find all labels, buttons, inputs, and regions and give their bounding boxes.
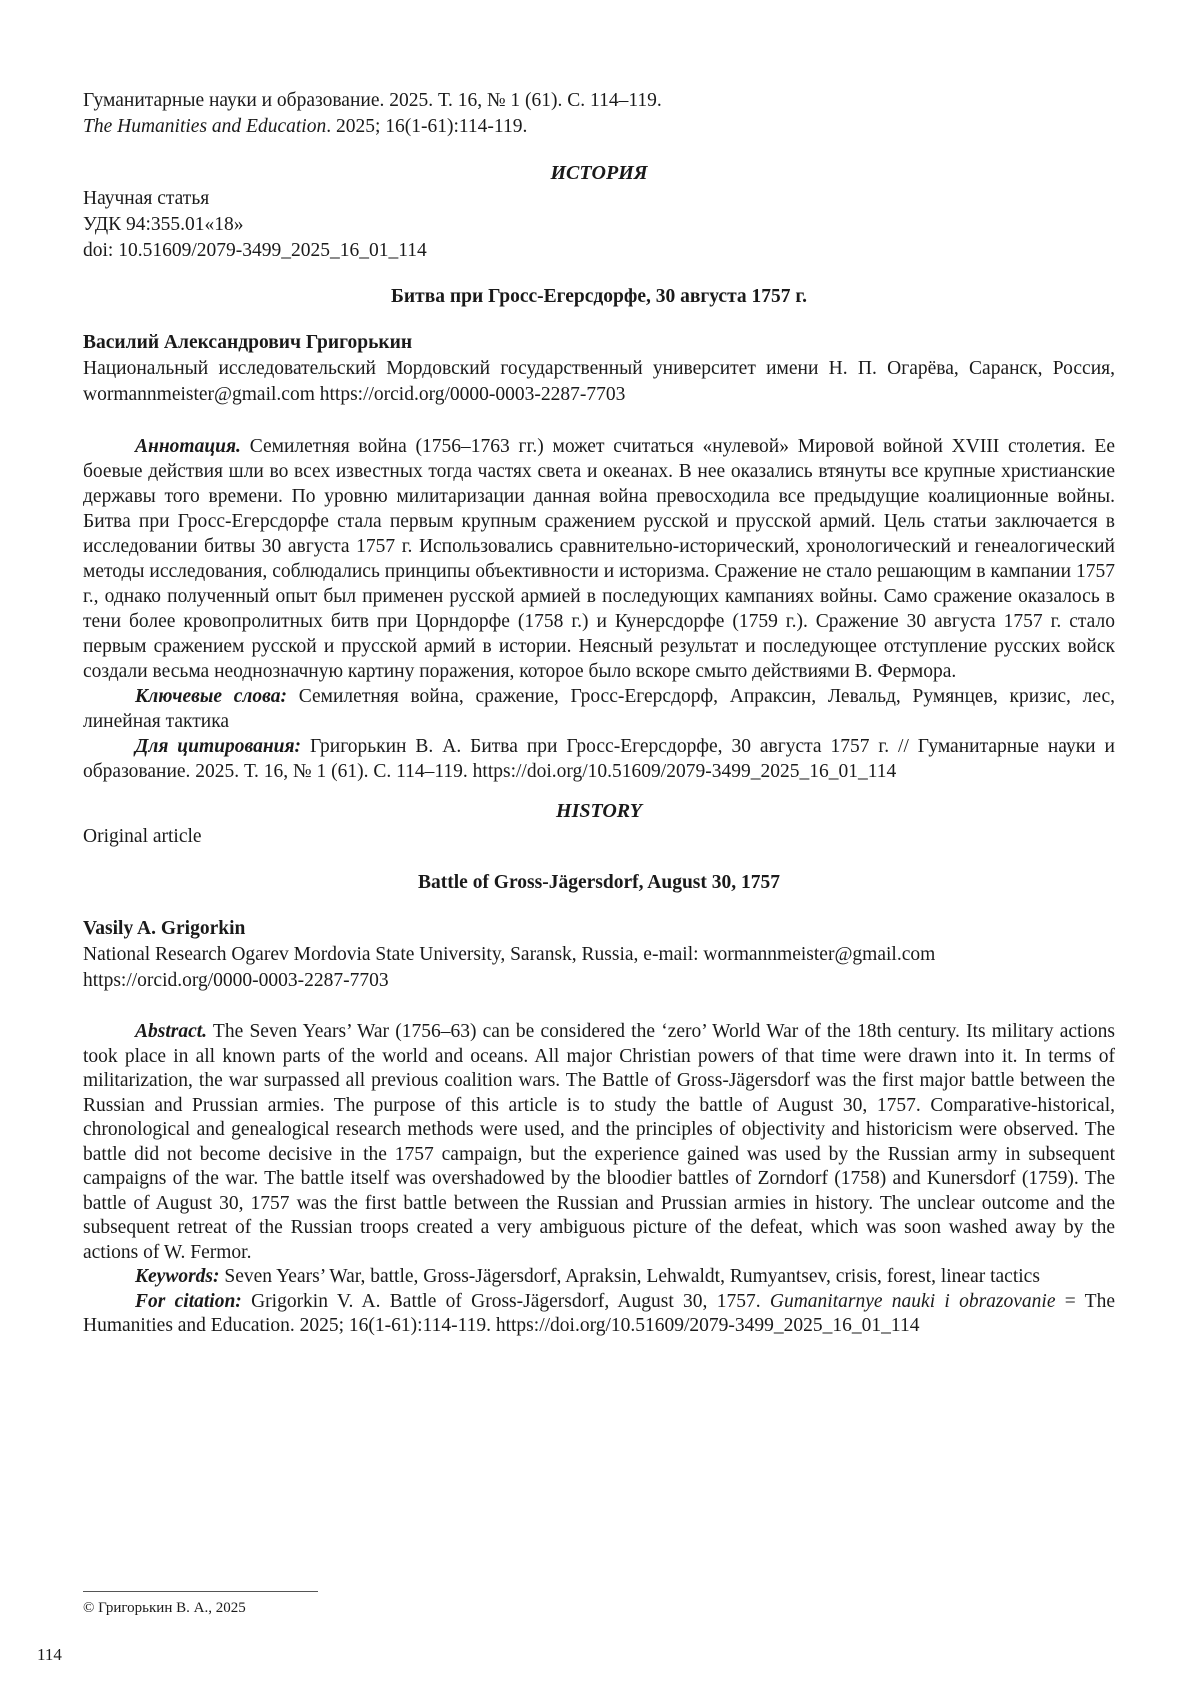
keywords-text-en: Seven Years’ War, battle, Gross-Jägersdorf, Apraksin, Lehwaldt, Rumyantsev, crisis, forest, linear tactics (219, 1266, 1040, 1287)
author-affiliation-ru: Национальный исследовательский Мордовский государственный университет имени Н. П. Огарёва, Саранск, Россия, wormannmeister@gmail.com https://orcid.org/0000-0003-2287-7703 (83, 358, 1115, 405)
article-title-ru: Битва при Гросс-Егерсдорфе, 30 августа 1757 г. (391, 286, 807, 307)
footnote-divider (83, 1591, 318, 1592)
abstract-label-en: Abstract. (135, 1021, 208, 1042)
author-name-ru: Василий Александрович Григорькин (83, 332, 413, 353)
copyright-footnote: © Григорькин В. А., 2025 (83, 1600, 246, 1616)
citation-label-ru: Для цитирования: (135, 736, 302, 757)
article-page (83, 88, 1115, 1339)
doi: doi: 10.51609/2079-3499_2025_16_01_114 (83, 240, 427, 261)
article-type-en: Original article (83, 826, 202, 847)
article-type-ru: Научная статья (83, 188, 210, 209)
udc: УДК 94:355.01«18» (83, 214, 244, 235)
journal-citation-ru: Гуманитарные науки и образование. 2025. Т. 16, № 1 (61). С. 114–119. (83, 90, 662, 111)
article-title-en: Battle of Gross-Jägersdorf, August 30, 1757 (418, 872, 780, 893)
citation-ru (83, 734, 1115, 784)
keywords-text-ru: Семилетняя война, сражение, Гросс-Егерсдорф, Апраксин, Левальд, Румянцев, кризис, лес, линейная тактика (83, 686, 1116, 732)
author-affiliation-en: National Research Ogarev Mordovia State University, Saransk, Russia, e-mail: wormannmeister@gmail.com https://orcid.org/0000-0003-2287-7703 (83, 944, 936, 991)
citation-en (83, 1290, 1115, 1339)
section-title-ru: ИСТОРИЯ (550, 162, 648, 184)
keywords-en (83, 1265, 1115, 1290)
abstract-text-ru: Семилетняя война (1756–1763 гг.) может считаться «нулевой» Мировой войной XVIII столетия. Ее боевые действия шли во всех известных тогда частях света и океанах. В нее оказались втянуты все крупные христианские державы того времени. По уровню милитаризации данная война превосходила все предыдущие коалиционные войны. Битва при Гросс-Егерсдорфе стала первым крупным сражением русской и прусской армий. Цель статьи заключается в исследовании битвы 30 августа 1757 г. Использовались сравнительно-исторический, хронологический и генеалогический методы исследования, соблюдались принципы объективности и историзма. Сражение не стало решающим в кампании 1757 г., однако полученный опыт был применен русской армией в последующих кампаниях войны. Само сражение оказалось в тени более кровопролитных битв при Цорндорфе (1758 г.) и Кунерсдорфе (1759 г.). Сражение 30 августа 1757 г. стало первым сражением русской и прусской армий в истории. Неясный результат и последующее отступление русских войск создали весьма неоднозначную картину поражения, которое было вскоре смыто действиями В. Фермора. (83, 436, 1115, 682)
citation-text-ru: Григорькин В. А. Битва при Гросс-Егерсдорфе, 30 августа 1757 г. // Гуманитарные науки и образование. 2025. Т. 16, № 1 (61). С. 114–119. https://doi.org/10.51609/2079-3499_2025_16_01_114 (83, 736, 1115, 782)
journal-citation-en (83, 114, 1115, 140)
keywords-label-en: Keywords: (135, 1266, 220, 1287)
abstract-label-ru: Аннотация. (135, 436, 241, 457)
keywords-label-ru: Ключевые слова: (135, 686, 287, 707)
abstract-text-en: The Seven Years’ War (1756–63) can be considered the ‘zero’ World War of the 18th century. Its military actions took place in all known parts of the world and oceans. All major Christian powers of that time were drawn into it. In terms of militarization, the war surpassed all previous coalition wars. The Battle of Gross-Jägersdorf was the first major battle between the Russian and Prussian armies. The purpose of this article is to study the battle of August 30, 1757. Comparative-historical, chronological and genealogical research methods were used, and the principles of objectivity and historicism were observed. The battle did not become decisive in the 1757 campaign, but the experience gained was used by the Russian army in subsequent campaigns of the war. The battle itself was overshadowed by the bloodier battles of Zorndorf (1758) and Kunersdorf (1759). The battle of August 30, 1757 was the first battle between the Russian and Prussian armies in history. The unclear outcome and the subsequent retreat of the Russian troops created a very ambiguous picture of the defeat, which was soon washed away by the actions of W. Fermor. (83, 1021, 1115, 1263)
citation-text-en-post: = The Humanities and Education. 2025; 16(1-61):114-119. https://doi.org/10.51609/2079-3499_2025_16_01_114 (83, 1290, 1115, 1336)
citation-text-en-pre: Grigorkin V. A. Battle of Gross-Jägersdorf, August 30, 1757. (241, 1290, 770, 1312)
journal-name-en: The Humanities and Education (83, 116, 327, 137)
abstract-en (83, 1020, 1115, 1265)
journal-issue-en: . 2025; 16(1-61):114-119. (326, 116, 528, 137)
abstract-ru (83, 434, 1115, 684)
keywords-ru (83, 684, 1115, 734)
page-number: 114 (37, 1645, 62, 1664)
author-name-en: Vasily A. Grigorkin (83, 918, 246, 939)
citation-journal-en: Gumanitarnye nauki i obrazovanie (769, 1290, 1056, 1312)
citation-label-en: For citation: (135, 1290, 242, 1312)
section-title-en: HISTORY (556, 800, 642, 822)
